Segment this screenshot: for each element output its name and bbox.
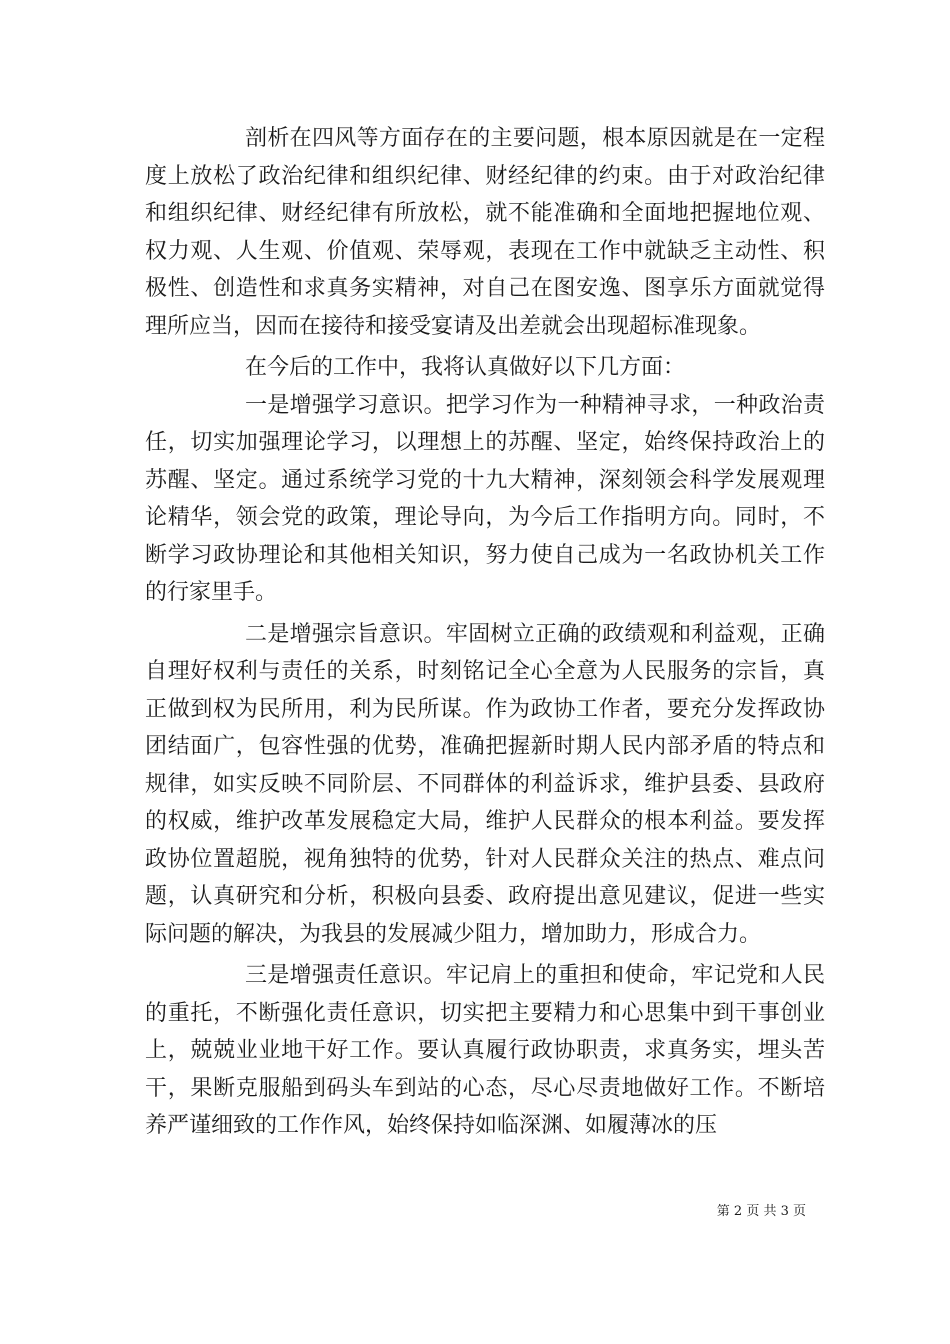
page-footer: 第 2 页 共 3 页 [716,1204,806,1219]
paragraph-responsibility-awareness: 三是增强责任意识。牢记肩上的重担和使命，牢记党和人民的重托，不断强化责任意识，切实把主要精力和心思集中到干事创业上，兢兢业业地干好工作。要认真履行政协职责，求真务实，埋头苦干，果断克服船到码头车到站的心态，尽心尽责地做好工作。不断培养严谨细致的工作作风，始终保持如临深渊、如履薄冰的压 [145,963,825,1138]
paragraph-intro: 在今后的工作中，我将认真做好以下几方面： [245,355,686,380]
paragraph-purpose-awareness: 二是增强宗旨意识。牢固树立正确的政绩观和利益观，正确自理好权利与责任的关系，时刻铭记全心全意为人民服务的宗旨，真正做到权为民所用，利为民所谋。作为政协工作者，要充分发挥政协团结面广，包容性强的优势，准确把握新时期人民内部矛盾的特点和规律，如实反映不同阶层、不同群体的利益诉求，维护县委、县政府的权威，维护改革发展稳定大局，维护人民群众的根本利益。要发挥政协位置超脱，视角独特的优势，针对人民群众关注的热点、难点问题，认真研究和分析，积极向县委、政府提出意见建议，促进一些实际问题的解决，为我县的发展减少阻力，增加助力，形成合力。 [145,621,825,947]
paragraph-study-awareness: 一是增强学习意识。把学习作为一种精神寻求，一种政治责任，切实加强理论学习，以理想上的苏醒、坚定，始终保持政治上的苏醒、坚定。通过系统学习党的十九大精神，深刻领会科学发展观理论精华，领会党的政策，理论导向，为今后工作指明方向。同时，不断学习政协理论和其他相关知识，努力使自己成为一名政协机关工作的行家里手。 [145,392,825,605]
document-body [145,120,825,1145]
paragraph-analysis: 剖析在四风等方面存在的主要问题，根本原因就是在一定程度上放松了政治纪律和组织纪律、财经纪律的约束。由于对政治纪律和组织纪律、财经纪律有所放松，就不能准确和全面地把握地位观、权力观、人生观、价值观、荣辱观，表现在工作中就缺乏主动性、积极性、创造性和求真务实精神，对自己在图安逸、图享乐方面就觉得理所应当，因而在接待和接受宴请及出差就会出现超标准现象。 [145,126,825,339]
